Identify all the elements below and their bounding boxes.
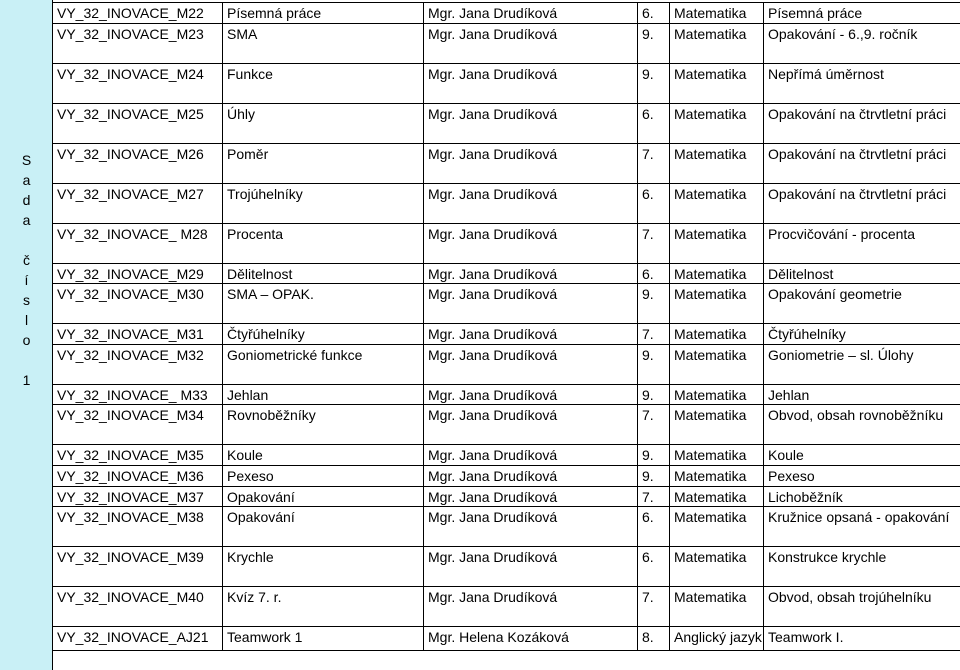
topic-cell: Opakování na čtrvtletní práci	[764, 103, 960, 143]
author-cell: Mgr. Jana Drudíková	[424, 263, 638, 284]
material-code-cell: VY_32_INOVACE_M26	[53, 143, 223, 183]
topic-cell: Jehlan	[764, 384, 960, 405]
table-row	[53, 507, 960, 547]
grade-cell: 7.	[638, 223, 670, 263]
grade-cell: 7.	[638, 587, 670, 627]
material-title-cell: Dělitelnost	[223, 263, 424, 284]
set-label-letter	[0, 230, 53, 250]
author-cell: Mgr. Jana Drudíková	[424, 3, 638, 24]
subject-cell: Matematika	[670, 344, 764, 384]
material-code-cell: VY_32_INOVACE_M38	[53, 507, 223, 547]
author-cell: Mgr. Jana Drudíková	[424, 587, 638, 627]
subject-cell: Matematika	[670, 384, 764, 405]
grade-cell: 9.	[638, 63, 670, 103]
subject-cell: Matematika	[670, 23, 764, 63]
material-title-cell: Jehlan	[223, 384, 424, 405]
author-cell: Mgr. Jana Drudíková	[424, 445, 638, 466]
table-row	[53, 23, 960, 63]
topic-cell: Dělitelnost	[764, 263, 960, 284]
grade-cell: 6.	[638, 183, 670, 223]
grade-cell: 7.	[638, 486, 670, 507]
grade-cell: 6.	[638, 3, 670, 24]
topic-cell: Písemná práce	[764, 3, 960, 24]
material-title-cell: Úhly	[223, 103, 424, 143]
table-row	[53, 486, 960, 507]
material-title-cell: Písemná práce	[223, 3, 424, 24]
subject-cell: Matematika	[670, 263, 764, 284]
material-code-cell: VY_32_INOVACE_ M33	[53, 384, 223, 405]
material-title-cell: Čtyřúhelníky	[223, 324, 424, 345]
set-label-letter: 1	[22, 372, 31, 388]
author-cell: Mgr. Jana Drudíková	[424, 324, 638, 345]
author-cell: Mgr. Jana Drudíková	[424, 63, 638, 103]
table-row	[53, 627, 960, 651]
grade-cell: 8.	[638, 627, 670, 651]
set-label-column	[0, 0, 53, 670]
subject-cell: Matematika	[670, 324, 764, 345]
subject-cell: Matematika	[670, 63, 764, 103]
table-row	[53, 223, 960, 263]
author-cell: Mgr. Jana Drudíková	[424, 405, 638, 445]
author-cell: Mgr. Jana Drudíková	[424, 183, 638, 223]
table-row	[53, 465, 960, 486]
author-cell: Mgr. Jana Drudíková	[424, 507, 638, 547]
subject-cell: Matematika	[670, 486, 764, 507]
grade-cell: 9.	[638, 445, 670, 466]
subject-cell: Matematika	[670, 445, 764, 466]
grade-cell: 7.	[638, 405, 670, 445]
table-row	[53, 547, 960, 587]
material-title-cell: Krychle	[223, 547, 424, 587]
table-row	[53, 143, 960, 183]
topic-cell: Kružnice opsaná - opakování	[764, 507, 960, 547]
table-row	[53, 445, 960, 466]
author-cell: Mgr. Jana Drudíková	[424, 143, 638, 183]
topic-cell: Goniometrie – sl. Úlohy	[764, 344, 960, 384]
author-cell: Mgr. Jana Drudíková	[424, 344, 638, 384]
material-title-cell: Goniometrické funkce	[223, 344, 424, 384]
table-row	[53, 324, 960, 345]
author-cell: Mgr. Jana Drudíková	[424, 103, 638, 143]
grade-cell: 6.	[638, 507, 670, 547]
material-code-cell: VY_32_INOVACE_M27	[53, 183, 223, 223]
topic-cell: Opakování na čtrvtletní práci	[764, 143, 960, 183]
grade-cell: 6.	[638, 547, 670, 587]
author-cell: Mgr. Jana Drudíková	[424, 465, 638, 486]
topic-cell: Procvičování - procenta	[764, 223, 960, 263]
grade-cell: 9.	[638, 23, 670, 63]
material-code-cell: VY_32_INOVACE_M24	[53, 63, 223, 103]
set-label-letter	[0, 350, 53, 370]
table-row	[53, 384, 960, 405]
set-label-text	[0, 150, 53, 390]
set-label-letter: a	[22, 172, 31, 188]
material-code-cell: VY_32_INOVACE_AJ21	[53, 627, 223, 651]
topic-cell: Opakování geometrie	[764, 284, 960, 324]
material-title-cell: Kvíz 7. r.	[223, 587, 424, 627]
material-code-cell: VY_32_INOVACE_M32	[53, 344, 223, 384]
author-cell: Mgr. Jana Drudíková	[424, 23, 638, 63]
set-label-letter: a	[22, 212, 31, 228]
materials-table	[52, 2, 960, 651]
subject-cell: Matematika	[670, 547, 764, 587]
material-title-cell: Poměr	[223, 143, 424, 183]
table-row	[53, 63, 960, 103]
set-label-letter: S	[21, 152, 32, 168]
grade-cell: 7.	[638, 324, 670, 345]
grade-cell: 9.	[638, 465, 670, 486]
subject-cell: Matematika	[670, 405, 764, 445]
grade-cell: 6.	[638, 263, 670, 284]
subject-cell: Matematika	[670, 284, 764, 324]
subject-cell: Matematika	[670, 143, 764, 183]
subject-cell: Matematika	[670, 223, 764, 263]
set-label-letter: í	[24, 272, 29, 288]
author-cell: Mgr. Jana Drudíková	[424, 223, 638, 263]
topic-cell: Konstrukce krychle	[764, 547, 960, 587]
subject-cell: Anglický jazyk	[670, 627, 764, 651]
material-code-cell: VY_32_INOVACE_M22	[53, 3, 223, 24]
material-code-cell: VY_32_INOVACE_M25	[53, 103, 223, 143]
material-code-cell: VY_32_INOVACE_ M28	[53, 223, 223, 263]
material-code-cell: VY_32_INOVACE_M23	[53, 23, 223, 63]
topic-cell: Obvod, obsah rovnoběžníku	[764, 405, 960, 445]
material-code-cell: VY_32_INOVACE_M39	[53, 547, 223, 587]
material-code-cell: VY_32_INOVACE_M34	[53, 405, 223, 445]
set-label-letter: s	[23, 292, 30, 308]
table-row	[53, 3, 960, 24]
topic-cell: Pexeso	[764, 465, 960, 486]
author-cell: Mgr. Jana Drudíková	[424, 547, 638, 587]
set-label-letter: l	[24, 312, 29, 328]
material-title-cell: Trojúhelníky	[223, 183, 424, 223]
material-code-cell: VY_32_INOVACE_M30	[53, 284, 223, 324]
grade-cell: 6.	[638, 103, 670, 143]
table-row	[53, 263, 960, 284]
topic-cell: Koule	[764, 445, 960, 466]
material-code-cell: VY_32_INOVACE_M29	[53, 263, 223, 284]
material-code-cell: VY_32_INOVACE_M40	[53, 587, 223, 627]
material-title-cell: Opakování	[223, 486, 424, 507]
topic-cell: Opakování na čtrvtletní práci	[764, 183, 960, 223]
material-code-cell: VY_32_INOVACE_M37	[53, 486, 223, 507]
subject-cell: Matematika	[670, 587, 764, 627]
subject-cell: Matematika	[670, 465, 764, 486]
subject-cell: Matematika	[670, 3, 764, 24]
table-row	[53, 103, 960, 143]
material-title-cell: Opakování	[223, 507, 424, 547]
subject-cell: Matematika	[670, 103, 764, 143]
set-label-letter: č	[23, 252, 30, 268]
author-cell: Mgr. Jana Drudíková	[424, 384, 638, 405]
topic-cell: Nepřímá úměrnost	[764, 63, 960, 103]
grade-cell: 9.	[638, 284, 670, 324]
material-title-cell: SMA – OPAK.	[223, 284, 424, 324]
material-title-cell: Teamwork 1	[223, 627, 424, 651]
topic-cell: Čtyřúhelníky	[764, 324, 960, 345]
table-row	[53, 344, 960, 384]
author-cell: Mgr. Jana Drudíková	[424, 486, 638, 507]
material-title-cell: Rovnoběžníky	[223, 405, 424, 445]
topic-cell: Lichoběžník	[764, 486, 960, 507]
topic-cell: Opakování - 6.,9. ročník	[764, 23, 960, 63]
subject-cell: Matematika	[670, 183, 764, 223]
subject-cell: Matematika	[670, 507, 764, 547]
grade-cell: 9.	[638, 384, 670, 405]
material-title-cell: Pexeso	[223, 465, 424, 486]
material-title-cell: SMA	[223, 23, 424, 63]
table-row	[53, 284, 960, 324]
table-row	[53, 183, 960, 223]
material-title-cell: Funkce	[223, 63, 424, 103]
author-cell: Mgr. Jana Drudíková	[424, 284, 638, 324]
material-title-cell: Koule	[223, 445, 424, 466]
topic-cell: Obvod, obsah trojúhelníku	[764, 587, 960, 627]
material-code-cell: VY_32_INOVACE_M31	[53, 324, 223, 345]
topic-cell: Teamwork I.	[764, 627, 960, 651]
set-label-letter: d	[22, 192, 31, 208]
material-code-cell: VY_32_INOVACE_M35	[53, 445, 223, 466]
author-cell: Mgr. Helena Kozáková	[424, 627, 638, 651]
material-title-cell: Procenta	[223, 223, 424, 263]
table-row	[53, 587, 960, 627]
table-row	[53, 405, 960, 445]
grade-cell: 7.	[638, 143, 670, 183]
set-label-letter: o	[22, 332, 31, 348]
grade-cell: 9.	[638, 344, 670, 384]
material-code-cell: VY_32_INOVACE_M36	[53, 465, 223, 486]
